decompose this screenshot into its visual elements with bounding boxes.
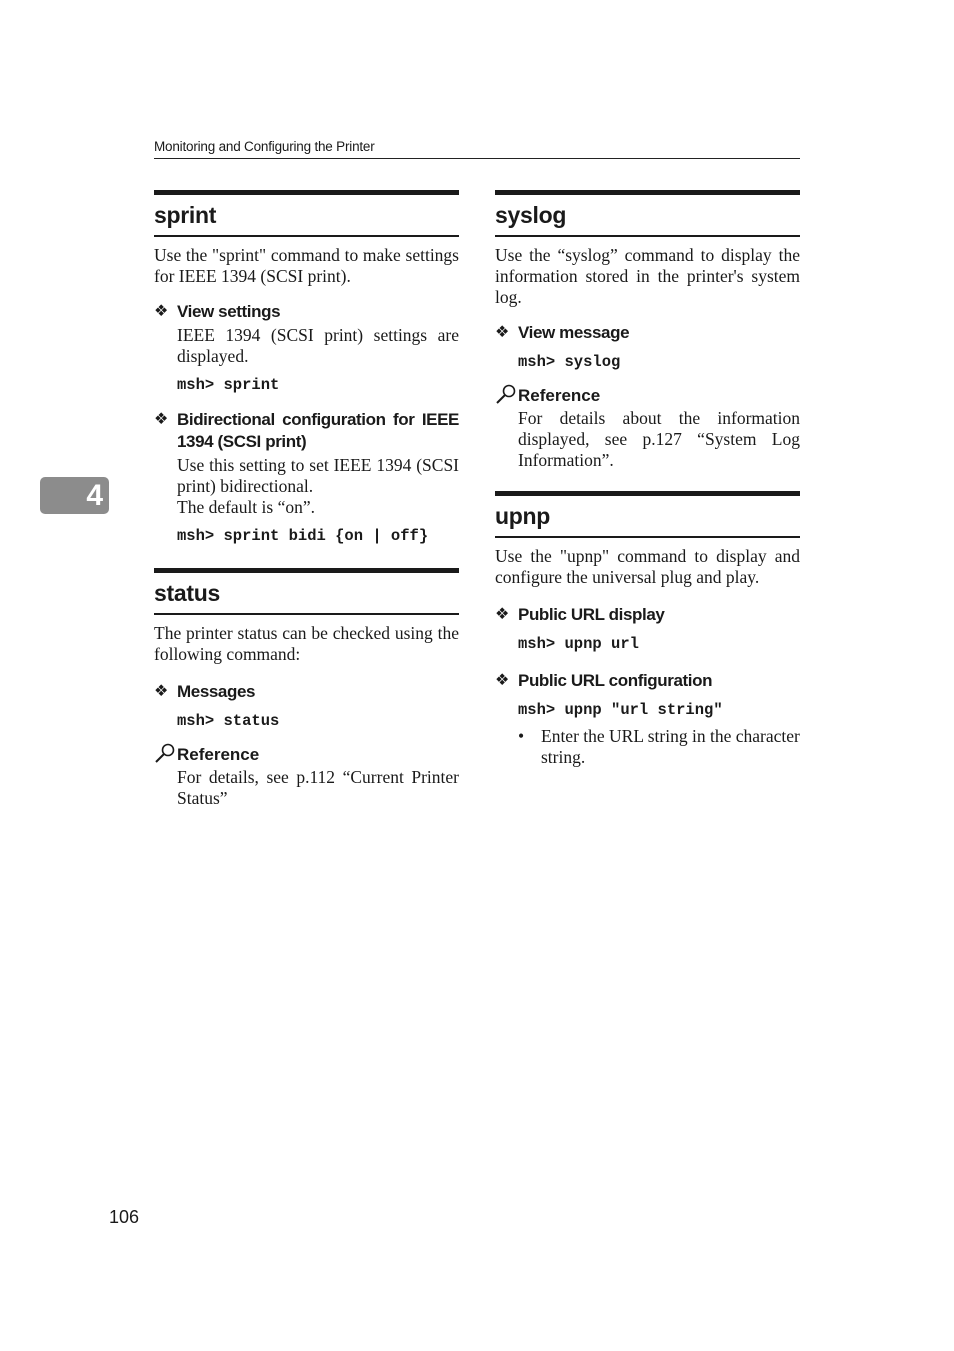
diamond-bullet-icon: ❖: [154, 411, 168, 428]
section-syslog: [495, 190, 800, 471]
diamond-bullet-icon: ❖: [154, 683, 168, 700]
default-note: The default is “on”.: [177, 497, 316, 517]
diamond-bullet-icon: ❖: [495, 324, 509, 341]
diamond-bullet-icon: ❖: [495, 606, 509, 623]
diamond-bullet-icon: ❖: [495, 672, 509, 689]
reference-heading: [495, 384, 800, 406]
reference-label: Reference: [518, 386, 601, 405]
subsection-heading: [154, 301, 459, 323]
list-item: [518, 726, 800, 768]
subsection-label: Bidirectional configuration for IEEE 1394 (SCSI print): [177, 410, 459, 451]
subsection-heading: [154, 681, 459, 703]
section-status: [154, 568, 459, 809]
subsection-description: IEEE 1394 (SCSI print) settings are displayed.: [177, 325, 459, 366]
command-example: msh> upnp "url string": [518, 701, 723, 719]
command-example: msh> status: [177, 712, 280, 730]
section-upnp: [495, 491, 800, 768]
section-title: status: [154, 568, 459, 615]
subsection-description: Use this setting to set IEEE 1394 (SCSI print) bidirectional.: [177, 455, 459, 496]
section-title: syslog: [495, 190, 800, 237]
command-example: msh> syslog: [518, 353, 621, 371]
running-header: Monitoring and Configuring the Printer: [154, 139, 800, 159]
magnifier-icon: [495, 384, 517, 406]
command-example: msh> sprint: [177, 376, 280, 394]
left-column: [154, 190, 459, 809]
list-item-text: Enter the URL string in the character string.: [541, 726, 800, 767]
reference-heading: [154, 743, 459, 765]
section-intro: Use the "sprint" command to make settings for IEEE 1394 (SCSI print).: [154, 245, 459, 286]
command-example: msh> sprint bidi {on | off}: [177, 527, 429, 545]
subsection-label: Public URL display: [518, 605, 665, 624]
subsection-heading: [154, 409, 459, 453]
section-title: sprint: [154, 190, 459, 237]
section-intro: Use the “syslog” command to display the information stored in the printer's system log.: [495, 245, 800, 307]
section-title: upnp: [495, 491, 800, 538]
right-column: [495, 190, 800, 768]
subsection-label: Messages: [177, 682, 256, 701]
subsection-label: View message: [518, 323, 630, 342]
reference-text: For details about the information displayed, see p.127 “System Log Information”.: [518, 408, 800, 470]
command-example: msh> upnp url: [518, 635, 639, 653]
section-sprint: [154, 190, 459, 546]
section-intro: Use the "upnp" command to display and configure the universal plug and play.: [495, 546, 800, 587]
subsection-heading: [495, 604, 800, 626]
reference-label: Reference: [177, 745, 260, 764]
subsection-heading: [495, 322, 800, 344]
page-number: 106: [109, 1207, 140, 1227]
magnifier-icon: [154, 743, 176, 765]
subsection-label: Public URL configuration: [518, 671, 713, 690]
subsection-label: View settings: [177, 302, 281, 321]
reference-text: For details, see p.112 “Current Printer Status”: [177, 767, 459, 808]
bullet-dot-icon: •: [518, 726, 525, 746]
chapter-tab: 4: [40, 477, 109, 514]
subsection-heading: [495, 670, 800, 692]
diamond-bullet-icon: ❖: [154, 303, 168, 320]
section-intro: The printer status can be checked using the following command:: [154, 623, 459, 664]
